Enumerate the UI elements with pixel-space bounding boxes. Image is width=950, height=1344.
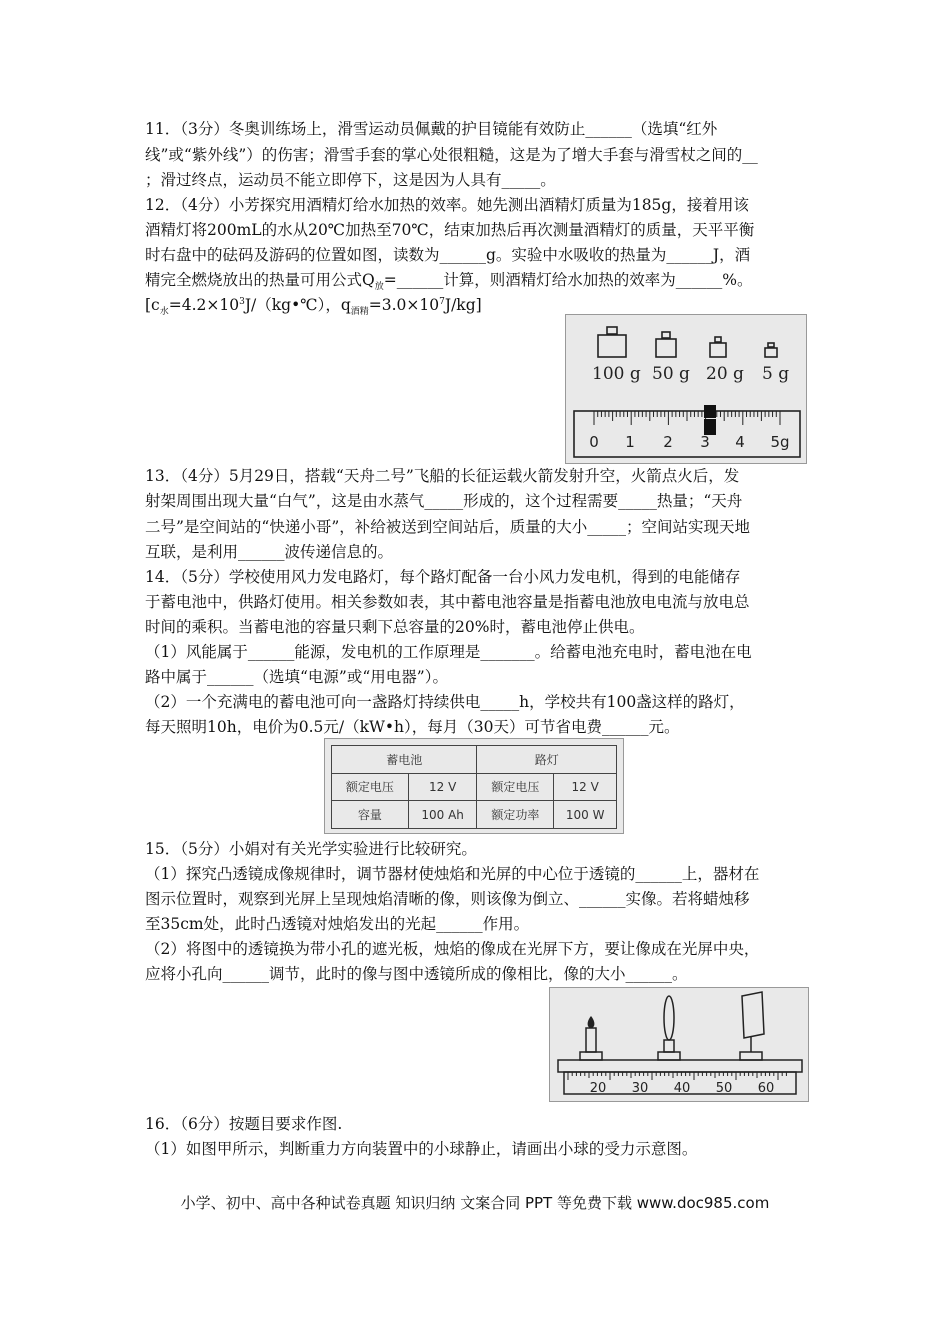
table-cell: 100 Ah	[408, 801, 477, 829]
table-cell: 容量	[332, 801, 409, 829]
lens-stand	[664, 1040, 674, 1052]
table-row	[332, 801, 617, 829]
q12-line-5	[145, 294, 482, 316]
scale-tick-label: 2	[663, 433, 673, 451]
screen-holder	[740, 1052, 762, 1060]
weight-50g-icon	[656, 339, 676, 357]
q12-line-2: 酒精灯将200mL的水从20℃加热至70℃，结束加热后再次测量酒精灯的质量，天平平衡	[145, 221, 755, 239]
q11-line-2: 线”或“紫外线”）的伤害；滑雪手套的掌心处很粗糙，这是为了增大手套与滑雪杖之间的__	[145, 146, 758, 164]
table-cell: 12 V	[408, 773, 477, 801]
q13-line-4: 互联，是利用______波传递信息的。	[145, 543, 394, 561]
balance-weights-figure	[565, 314, 807, 464]
c-exponent: 3	[239, 296, 245, 307]
candle-holder	[580, 1052, 602, 1060]
scale-tick-label: 0	[589, 433, 599, 451]
bench-rail	[558, 1060, 802, 1072]
q16-line-1: 16．（6分）按题目要求作图.	[145, 1115, 343, 1133]
scale-tick-label: 3	[700, 433, 710, 451]
weight-label-100g: 100 g	[592, 364, 641, 384]
c-value: =4.2×10	[168, 296, 240, 314]
page-footer: 小学、初中、高中各种试卷真题 知识归纳 文案合同 PPT 等免费下载 www.doc985.com	[180, 1194, 770, 1212]
q15-line-6: 应将小孔向______调节，此时的像与图中透镜所成的像相比，像的大小______。	[145, 965, 688, 983]
q14-line-1: 14．（5分）学校使用风力发电路灯，每个路灯配备一台小风力发电机，得到的电能储存	[145, 568, 741, 586]
battery-header: 蓄电池	[332, 746, 477, 774]
weight-100g-knob-icon	[607, 327, 617, 334]
table-cell: 额定电压	[477, 773, 554, 801]
table-cell: 额定功率	[477, 801, 554, 829]
c-unit: J/（kg•℃），q	[244, 296, 351, 314]
c-subscript: 水	[159, 307, 169, 318]
convex-lens-icon	[664, 996, 674, 1040]
q15-line-5: （2）将图中的透镜换为带小孔的遮光板，烛焰的像成在光屏下方，要让像成在光屏中央，	[145, 940, 760, 958]
lens-holder	[658, 1052, 680, 1060]
light-screen-icon	[742, 992, 764, 1038]
q12-line-4a: 精完全燃烧放出的热量可用公式Q	[145, 271, 375, 289]
q16-line-2: （1）如图甲所示，判断重力方向装置中的小球静止，请画出小球的受力示意图。	[145, 1140, 698, 1158]
optical-bench-figure	[549, 987, 809, 1102]
q11-line-1: 11．（3分）冬奥训练场上，滑雪运动员佩戴的护目镜能有效防止______（选填“红外	[145, 120, 718, 138]
table-cell: 100 W	[554, 801, 617, 829]
weight-50g-knob-icon	[662, 332, 670, 338]
table-header-row	[332, 746, 617, 774]
q14-line-4: （1）风能属于______能源，发电机的工作原理是_______。给蓄电池充电时，蓄电池在电	[145, 643, 752, 661]
q15-line-2: （1）探究凸透镜成像规律时，调节器材使烛焰和光屏的中心位于透镜的______上，器材在	[145, 865, 760, 883]
table-cell: 额定电压	[332, 773, 409, 801]
q14-line-7: 每天照明10h，电价为0.5元/（kW•h），每月（30天）可节省电费______元。	[145, 718, 680, 736]
q12-line-4b: =______计算，则酒精灯给水加热的效率为______%。	[383, 271, 753, 289]
scale-tick-label: 4	[735, 433, 745, 451]
weight-100g-icon	[598, 335, 626, 357]
weight-label-20g: 20 g	[706, 364, 744, 384]
q14-line-3: 时间的乘积。当蓄电池的容量只剩下总容量的20%时，蓄电池停止供电。	[145, 618, 645, 636]
q15-line-4: 至35cm处，此时凸透镜对烛焰发出的光起______作用。	[145, 915, 530, 933]
bench-tick-label: 40	[673, 1081, 691, 1096]
q13-line-3: 二号”是空间站的“快递小哥”，补给被送到空间站后，质量的大小_____；空间站实现天地	[145, 518, 751, 536]
scale-tick-label: 1	[625, 433, 635, 451]
q14-line-5: 路中属于______（选填“电源”或“用电器”）。	[145, 668, 448, 686]
parameter-table	[331, 745, 617, 829]
q-exponent: 7	[439, 296, 445, 307]
weight-label-5g: 5 g	[762, 364, 790, 384]
weight-label-50g: 50 g	[652, 364, 690, 384]
q12-line-3: 时右盘中的砝码及游码的位置如图，读数为______g。实验中水吸收的热量为______J，酒	[145, 246, 751, 264]
parameter-table-figure	[324, 738, 624, 834]
scale-tick-label: 5g	[770, 433, 790, 451]
candle-icon	[586, 1028, 596, 1052]
lamp-header: 路灯	[477, 746, 617, 774]
rider-top	[704, 405, 716, 418]
table-cell: 12 V	[554, 773, 617, 801]
bench-tick-label: 30	[631, 1081, 649, 1096]
flame-icon	[588, 1016, 595, 1028]
weight-20g-icon	[710, 343, 726, 357]
q-value: =3.0×10	[368, 296, 440, 314]
q-unit: J/kg]	[444, 296, 482, 314]
q15-line-1: 15．（5分）小娟对有关光学实验进行比较研究。	[145, 840, 477, 858]
q12-line-1: 12．（4分）小芳探究用酒精灯给水加热的效率。她先测出酒精灯质量为185g，接着用该	[145, 196, 749, 214]
q14-line-2: 于蓄电池中，供路灯使用。相关参数如表，其中蓄电池容量是指蓄电池放电电流与放电总	[145, 593, 750, 611]
q13-line-1: 13．（4分）5月29日，搭载“天舟二号”飞船的长征运载火箭发射升空，火箭点火后，发	[145, 467, 740, 485]
q-fuel-subscript: 酒精	[350, 307, 369, 318]
weight-5g-icon	[765, 348, 777, 357]
balance-weights-svg	[566, 315, 806, 463]
q11-line-3: ；滑过终点，运动员不能立即停下，这是因为人具有_____。	[145, 171, 556, 189]
weight-5g-knob-icon	[768, 343, 774, 347]
q15-line-3: 图示位置时，观察到光屏上呈现烛焰清晰的像，则该像为倒立、______实像。若将蜡烛移	[145, 890, 750, 908]
weight-20g-knob-icon	[715, 337, 721, 342]
q12-line-4	[145, 269, 752, 291]
bench-tick-label: 20	[589, 1081, 607, 1096]
c-symbol: [c	[145, 296, 160, 314]
optical-bench-svg	[550, 988, 808, 1101]
bench-tick-label: 60	[757, 1081, 775, 1096]
table-row	[332, 773, 617, 801]
bench-tick-label: 50	[715, 1081, 733, 1096]
q14-line-6: （2）一个充满电的蓄电池可向一盏路灯持续供电_____h，学校共有100盏这样的路灯，	[145, 693, 745, 711]
q13-line-2: 射架周围出现大量“白气”，这是由水蒸气_____形成的，这个过程需要_____热量；“天舟	[145, 492, 743, 510]
q-subscript: 放	[374, 282, 384, 293]
